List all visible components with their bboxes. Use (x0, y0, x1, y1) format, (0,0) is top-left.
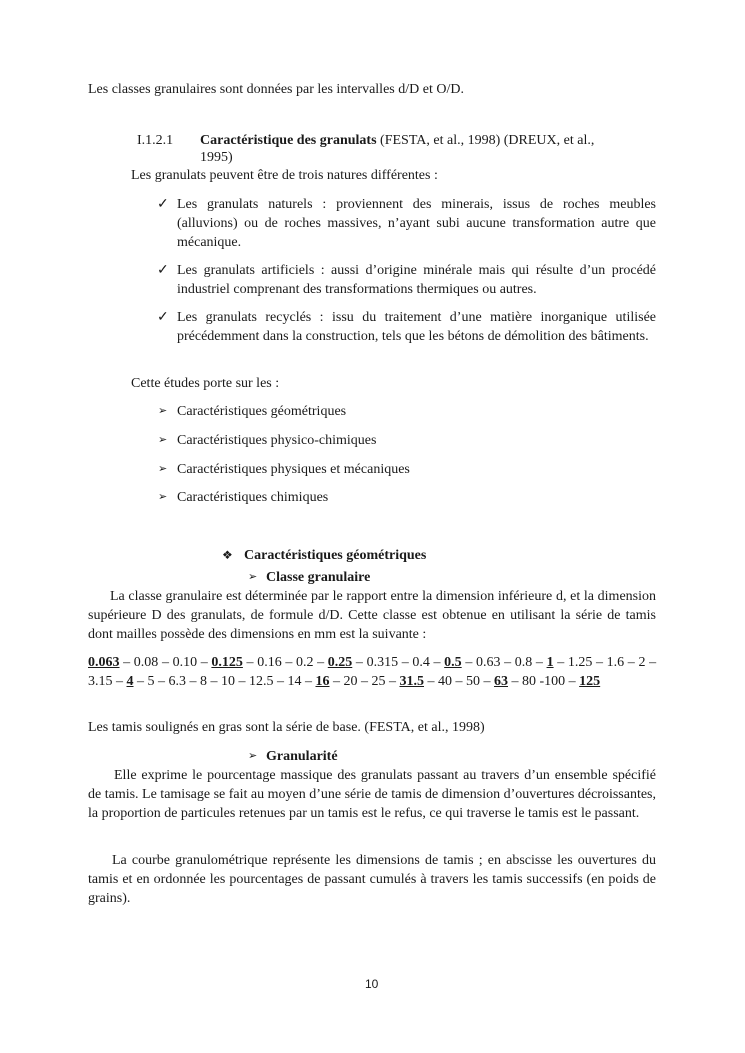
list-item-text: Caractéristiques géométriques (177, 404, 347, 419)
sieve-value-base: 125 (579, 674, 601, 689)
page-number: 10 (365, 977, 379, 991)
geo-heading: Caractéristiques géométriques (244, 548, 427, 563)
granularite-paragraph: Elle exprime le pourcentage massique des granulats passant au travers d’un ensemble spécifié de tamis. Le tamisage se fait au moyen d’une série de tamis de dimension d’ouvertures décroissantes, la proportion de particules retenues par un tamis est le refus, ce qui traverse le tamis est le passant. (88, 768, 656, 821)
sieve-value: 80 -100 (522, 674, 566, 689)
sieve-value: 0.16 (257, 655, 282, 670)
checkmark-icon: ✓ (157, 310, 169, 325)
sieve-value: 3.15 (88, 674, 113, 689)
sieve-value: 0.08 (133, 655, 159, 670)
intro-sentence: Les classes granulaires sont données par les intervalles d/D et O/D. (88, 82, 464, 97)
sieve-value: 5 (147, 674, 155, 689)
sieve-value: 25 (371, 674, 386, 689)
sieve-value: 0.315 (366, 655, 399, 670)
sieve-value: 12.5 (249, 674, 274, 689)
natures-intro: Les granulats peuvent être de trois natures différentes : (131, 168, 438, 183)
sieve-value: 14 (287, 674, 302, 689)
sieve-note: Les tamis soulignés en gras sont la série de base. (FESTA, et al., 1998) (88, 720, 485, 735)
section-title: Caractéristique des granulats (200, 133, 377, 148)
sieve-series: 0.063 – 0.08 – 0.10 – 0.125 – 0.16 – 0.2 – 0.25 – 0.315 – 0.4 – 0.5 – 0.63 – 0.8 – 1 – 1.25 – 1.6 – 2 – 3.15 – 4 – 5 – 6.3 – 8 – 10 – 12.5 – 14 – 16 – 20 – 25 – 31.5 – 40 – 50 – 63 – 80 -100 – 125 (88, 655, 657, 689)
sieve-value-base: 1 (546, 655, 554, 670)
list-item-text: Caractéristiques physiques et mécaniques (177, 462, 410, 477)
arrowhead-bullet-icon: ➢ (158, 405, 168, 417)
sieve-value-base: 4 (126, 674, 134, 689)
sieve-value: 0.4 (412, 655, 430, 670)
arrowhead-bullet-icon: ➢ (158, 434, 168, 446)
list-item-text: Les granulats naturels : proviennent des minerais, issus de roches meubles (alluvions) ou de roches massives, n’ayant subi aucune transformation autre que mécanique. (177, 197, 656, 250)
checkmark-icon: ✓ (157, 263, 169, 278)
list-item-text: Les granulats artificiels : aussi d’origine minérale mais qui résulte d’un procédé industriel comprenant des transformations thermiques ou autres. (177, 263, 656, 297)
section-references-continued: 1995) (200, 150, 233, 165)
sieve-value-base: 0.5 (444, 655, 462, 670)
study-intro: Cette études porte sur les : (131, 376, 280, 391)
sieve-value-base: 0.063 (88, 655, 120, 670)
sieve-value: 6.3 (168, 674, 186, 689)
sieve-value: 1.6 (606, 655, 625, 670)
courbe-paragraph: La courbe granulométrique représente les dimensions de tamis ; en abscisse les ouvertures du tamis et en ordonnée les pourcentages de passant cumulés à travers les tamis successifs (en poids de grains). (88, 853, 656, 906)
sieve-value-base: 0.25 (327, 655, 353, 670)
sieve-value: 10 (221, 674, 235, 689)
sieve-value: 0.10 (172, 655, 198, 670)
granularite-heading: Granularité (266, 749, 338, 764)
diamond-bullet-icon: ❖ (222, 548, 233, 562)
sieve-value: 0.2 (295, 655, 314, 670)
sieve-value: 20 (343, 674, 358, 689)
sieve-value: 40 (438, 674, 452, 689)
section-number: I.1.2.1 (137, 133, 174, 148)
sieve-value-base: 16 (315, 674, 330, 689)
sieve-value-base: 31.5 (399, 674, 424, 689)
checkmark-icon: ✓ (157, 197, 169, 212)
arrowhead-bullet-icon: ➢ (248, 750, 258, 762)
classe-paragraph: La classe granulaire est déterminée par le rapport entre la dimension inférieure d, et la dimension supérieure D des granulats, de formule d/D. Cette classe est obtenue en utilisant la série de tamis dont mailles possède des dimensions en mm est la suivante : (88, 589, 656, 642)
list-item-text: Caractéristiques chimiques (177, 490, 329, 505)
arrowhead-bullet-icon: ➢ (158, 463, 168, 475)
sieve-value: 50 (466, 674, 480, 689)
list-item-text: Caractéristiques physico-chimiques (177, 433, 377, 448)
section-heading (200, 131, 594, 150)
sieve-value: 0.63 (475, 655, 501, 670)
section-references: (FESTA, et al., 1998) (DREUX, et al., (376, 133, 595, 148)
arrowhead-bullet-icon: ➢ (248, 571, 258, 583)
list-item-text: Les granulats recyclés : issu du traitement d’une matière inorganique utilisée précédemment dans la construction, tels que les bétons de démolition des bâtiments. (177, 310, 656, 344)
classe-heading: Classe granulaire (266, 570, 371, 585)
sieve-value-base: 0.125 (211, 655, 243, 670)
sieve-value: 1.25 (567, 655, 593, 670)
sieve-value-base: 63 (494, 674, 508, 689)
sieve-value: 8 (200, 674, 207, 689)
arrowhead-bullet-icon: ➢ (158, 491, 168, 503)
sieve-value: 0.8 (514, 655, 533, 670)
sieve-value: 2 (638, 655, 646, 670)
